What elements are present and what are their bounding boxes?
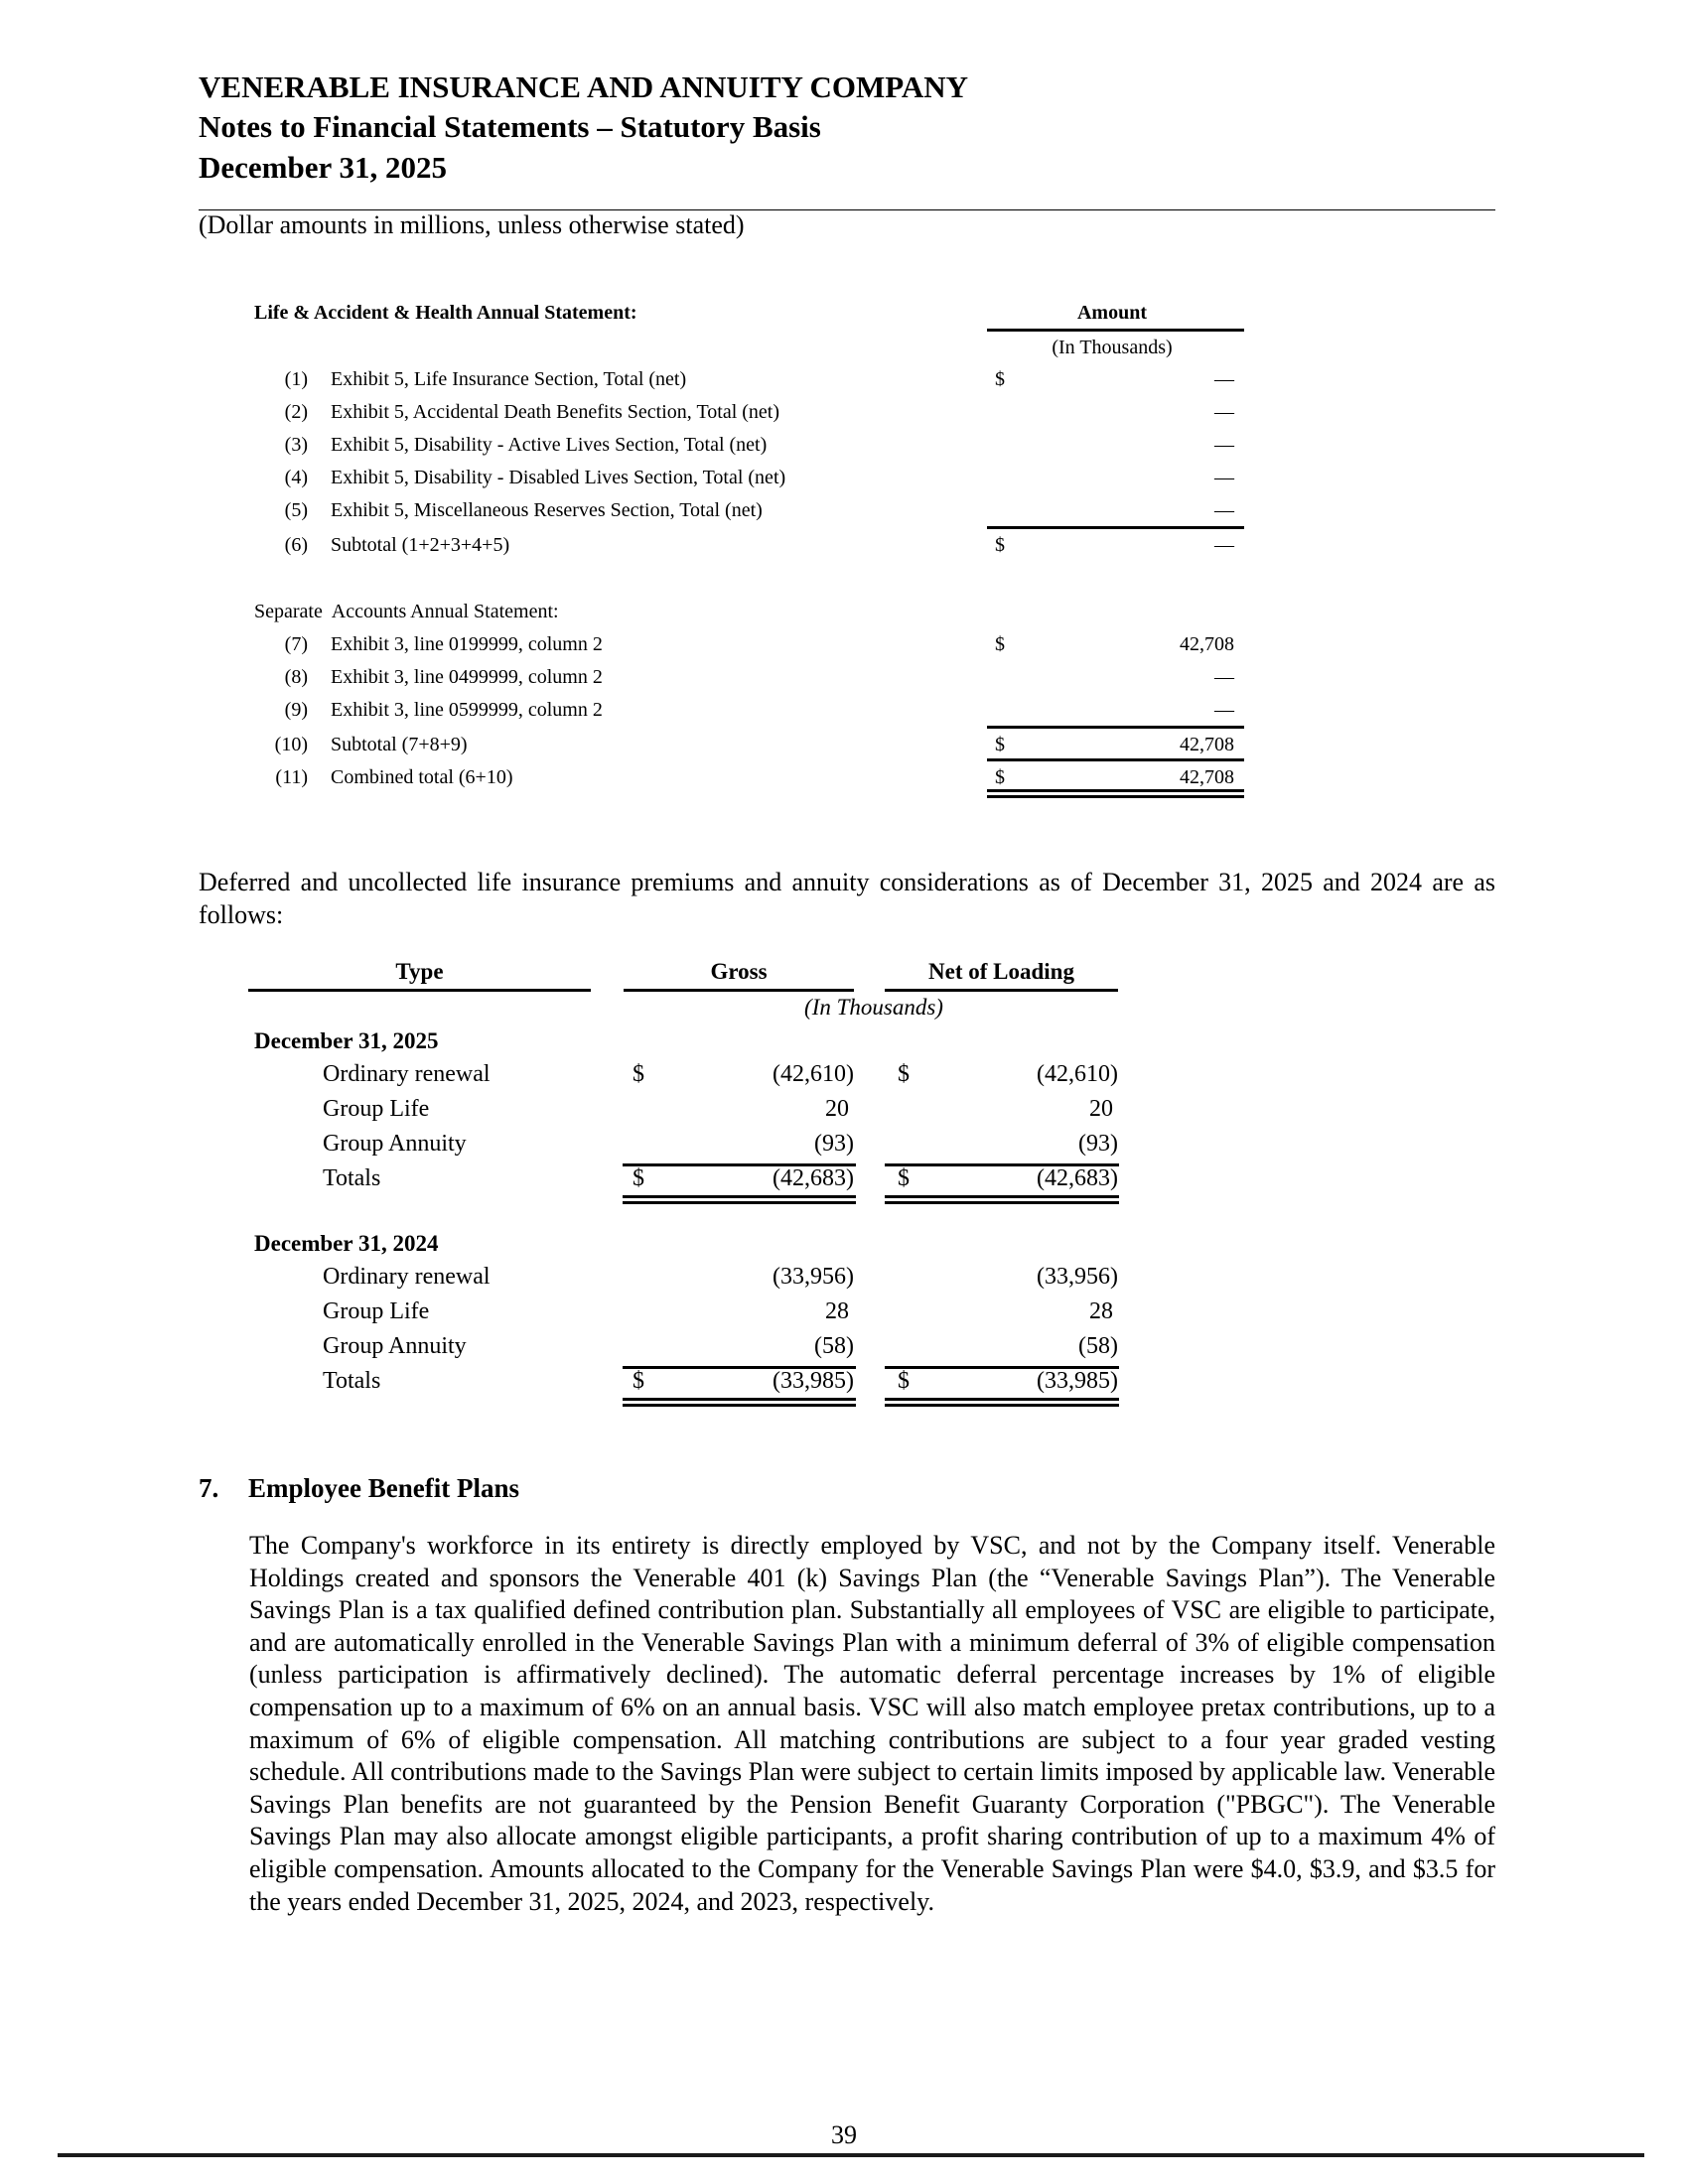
row-label: Exhibit 5, Disability - Disabled Lives Section, Total (net) <box>331 467 786 488</box>
gross-value: (33,985) <box>773 1368 854 1394</box>
table-row <box>0 628 1688 661</box>
dollar-sign: $ <box>995 368 1005 390</box>
table-row <box>0 1057 1688 1092</box>
document-date: December 31, 2025 <box>199 150 447 185</box>
section1-title: Life & Accident & Health Annual Statement: <box>254 302 637 324</box>
double-underline-bottom <box>885 1404 1119 1407</box>
row-value: — <box>1214 368 1234 390</box>
section-heading <box>199 1471 519 1505</box>
net-value: (33,956) <box>1037 1264 1118 1290</box>
double-underline-bottom <box>623 1201 856 1204</box>
dollar-sign: $ <box>898 1368 910 1394</box>
table-row <box>0 1260 1688 1295</box>
row-value: — <box>1214 467 1234 488</box>
dollar-sign: $ <box>995 734 1005 755</box>
section-number: 7. <box>199 1473 219 1503</box>
dollar-sign: $ <box>633 1061 644 1087</box>
row-label: Totals <box>323 1165 381 1191</box>
gross-value: 20 <box>825 1096 849 1122</box>
row-label: Exhibit 5, Disability - Active Lives Section, Total (net) <box>331 434 768 456</box>
net-value: (58) <box>1078 1333 1118 1359</box>
row-value: — <box>1214 434 1234 456</box>
gross-value: (33,956) <box>773 1264 854 1290</box>
row-value: — <box>1214 534 1234 556</box>
section-title: Employee Benefit Plans <box>248 1473 519 1503</box>
gross-value: (93) <box>814 1131 854 1157</box>
row-number: (4) <box>284 467 308 488</box>
combined-total-row <box>0 761 1688 794</box>
row-number: (1) <box>284 368 308 390</box>
gross-header: Gross <box>710 959 768 984</box>
double-underline-bottom <box>987 795 1244 798</box>
row-label: Exhibit 5, Miscellaneous Reserves Section, Total (net) <box>331 499 763 521</box>
table-row <box>0 429 1688 462</box>
row-number: (5) <box>284 499 308 521</box>
dollar-sign: $ <box>633 1368 644 1394</box>
row-label: Totals <box>323 1368 381 1394</box>
dollar-sign: $ <box>995 766 1005 788</box>
type-header-rule <box>248 989 591 992</box>
table-row <box>0 494 1688 527</box>
subtotal-row <box>0 529 1688 562</box>
double-underline-top <box>885 1195 1119 1198</box>
double-underline-top <box>885 1398 1119 1401</box>
row-label: Subtotal (1+2+3+4+5) <box>331 534 510 556</box>
group-title-2024: December 31, 2024 <box>254 1231 439 1256</box>
row-label: Group Annuity <box>323 1131 467 1157</box>
dollar-sign: $ <box>995 633 1005 655</box>
row-label: Ordinary renewal <box>323 1061 491 1087</box>
row-value: — <box>1214 401 1234 423</box>
table-row <box>0 462 1688 494</box>
row-number: (9) <box>284 699 308 721</box>
company-name: VENERABLE INSURANCE AND ANNUITY COMPANY <box>199 69 969 104</box>
row-label: Exhibit 3, line 0499999, column 2 <box>331 666 603 688</box>
table-row <box>0 661 1688 694</box>
net-value: 20 <box>1089 1096 1113 1122</box>
double-underline-top <box>623 1195 856 1198</box>
row-label: Group Annuity <box>323 1333 467 1359</box>
row-label: Exhibit 3, line 0599999, column 2 <box>331 699 603 721</box>
row-number: (6) <box>284 534 308 556</box>
row-number: (7) <box>284 633 308 655</box>
row-label: Subtotal (7+8+9) <box>331 734 468 755</box>
row-value: 42,708 <box>1180 633 1234 655</box>
dollar-sign: $ <box>898 1165 910 1191</box>
table-row <box>0 1127 1688 1161</box>
row-value: 42,708 <box>1180 766 1234 788</box>
row-number: (2) <box>284 401 308 423</box>
table-row <box>0 1092 1688 1127</box>
row-number: (8) <box>284 666 308 688</box>
row-label: Combined total (6+10) <box>331 766 513 788</box>
net-header-rule <box>885 989 1118 992</box>
footer-rule <box>58 2153 1644 2157</box>
table-row <box>0 363 1688 396</box>
row-label: Group Life <box>323 1096 430 1122</box>
table-row <box>0 396 1688 429</box>
page-number: 39 <box>831 2120 857 2149</box>
row-label: Ordinary renewal <box>323 1264 491 1290</box>
gross-header-rule <box>624 989 854 992</box>
gross-value: (42,610) <box>773 1061 854 1087</box>
section-body: The Company's workforce in its entirety is directly employed by VSC, and not by the Company itself. Venerable Holdings created and sponsors the Venerable 401 (k) Savings Plan (the “Venerable Savings Plan”). The Venerable Savings Plan is a tax qualified defined contribution plan. Substantially all employees of VSC are eligible to participate, and are automatically enrolled in the Venerable Savings Plan with a minimum deferral of 3% of eligible compensation (unless participation is affirmatively declined). The automatic deferral percentage increases by 1% of eligible compensation up to a maximum of 6% on an annual basis. VSC will also match employee pretax contributions, up to a maximum of 6% of eligible compensation. All matching contributions are subject to a four year graded vesting schedule. All contributions made to the Savings Plan were subject to certain limits imposed by applicable law. Venerable Savings Plan benefits are not guaranteed by the Pension Benefit Guaranty Corporation ("PBGC"). The Venerable Savings Plan may also allocate amongst eligible participants, a profit sharing contribution of up to a maximum 4% of eligible compensation. Amounts allocated to the Company for the Venerable Savings Plan were $4.0, $3.9, and $3.5 for the years ended December 31, 2025, 2024, and 2023, respectively. <box>249 1531 1495 1916</box>
net-value: 28 <box>1089 1298 1113 1324</box>
net-value: (93) <box>1078 1131 1118 1157</box>
row-label: Exhibit 5, Accidental Death Benefits Section, Total (net) <box>331 401 780 423</box>
dollar-sign: $ <box>633 1165 644 1191</box>
totals-row <box>0 1364 1688 1399</box>
type-header: Type <box>395 959 444 984</box>
row-number: (10) <box>274 734 308 755</box>
totals-row <box>0 1161 1688 1196</box>
amount-header: Amount <box>1076 302 1147 324</box>
double-underline-top <box>987 789 1244 792</box>
gross-value: 28 <box>825 1298 849 1324</box>
row-label: Exhibit 3, line 0199999, column 2 <box>331 633 603 655</box>
double-underline-bottom <box>885 1201 1119 1204</box>
row-value: — <box>1214 666 1234 688</box>
table-row <box>0 694 1688 727</box>
gross-value: (58) <box>814 1333 854 1359</box>
dollar-sign: $ <box>898 1061 910 1087</box>
double-underline-bottom <box>623 1404 856 1407</box>
document-subtitle: Notes to Financial Statements – Statutory Basis <box>199 109 821 144</box>
dollar-sign: $ <box>995 534 1005 556</box>
net-value: (42,683) <box>1037 1165 1118 1191</box>
subtotal-row <box>0 729 1688 761</box>
row-value: 42,708 <box>1180 734 1234 755</box>
units-subheader: (In Thousands) <box>804 995 943 1020</box>
amount-subheader: (In Thousands) <box>1052 337 1173 358</box>
units-note: (Dollar amounts in millions, unless otherwise stated) <box>199 210 745 239</box>
row-number: (3) <box>284 434 308 456</box>
premiums-intro: Deferred and uncollected life insurance premiums and annuity considerations as of December 31, 2025 and 2024 are as follows: <box>199 868 1495 929</box>
table-row <box>0 1295 1688 1329</box>
row-value: — <box>1214 699 1234 721</box>
row-value: — <box>1214 499 1234 521</box>
net-of-loading-header: Net of Loading <box>928 959 1074 984</box>
net-value: (42,610) <box>1037 1061 1118 1087</box>
gross-value: (42,683) <box>773 1165 854 1191</box>
row-number: (11) <box>275 766 308 788</box>
table-row <box>0 1329 1688 1364</box>
net-value: (33,985) <box>1037 1368 1118 1394</box>
row-label: Exhibit 5, Life Insurance Section, Total (net) <box>331 368 687 390</box>
double-underline-top <box>623 1398 856 1401</box>
section2-title: Separate Accounts Annual Statement: <box>254 601 559 622</box>
group-title-2025: December 31, 2025 <box>254 1028 439 1053</box>
row-label: Group Life <box>323 1298 430 1324</box>
